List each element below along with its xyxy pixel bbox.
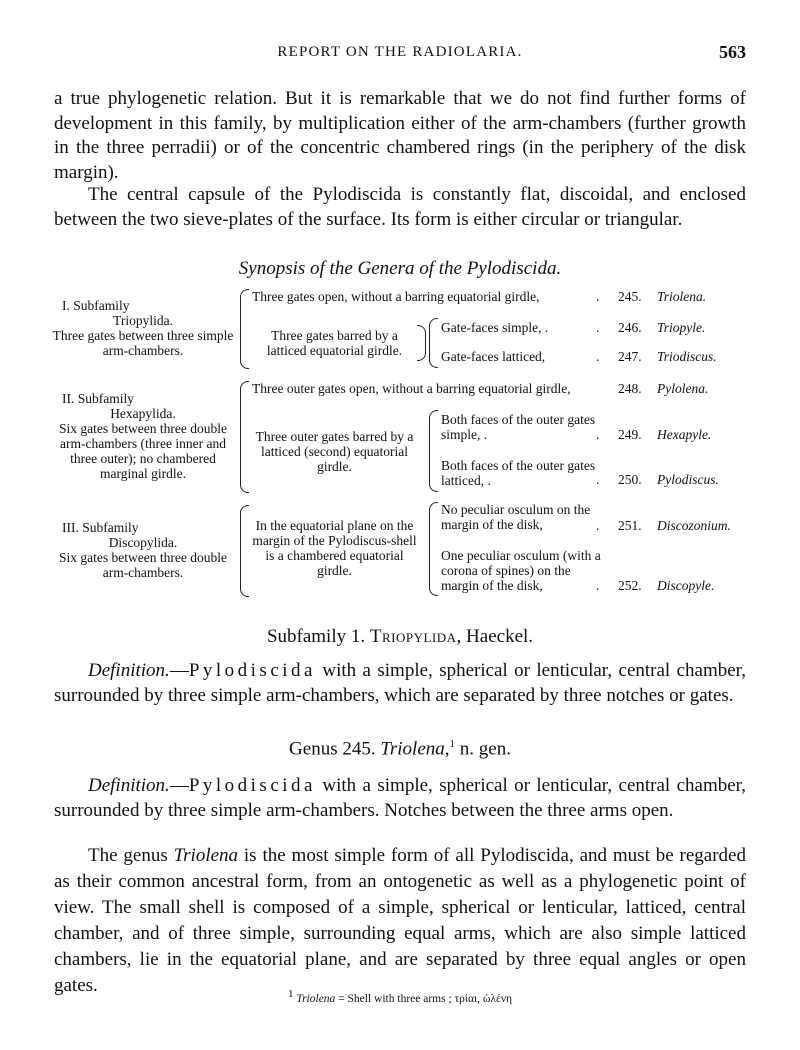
brace-subfamily-2: [240, 381, 249, 493]
subfamily-name: Triopylida: [369, 626, 457, 647]
genus-name: Triolena,: [380, 738, 450, 760]
s1-latticed: Gate-faces latticed,: [441, 349, 546, 364]
s2-latticed: Both faces of the outer gates latticed, .: [441, 458, 596, 488]
page-number: 563: [719, 42, 746, 62]
brace-subfamily-3: [240, 505, 249, 597]
definition-text: with a simple, spherical or lenticular, central chamber, surrounded by three simple arm-chambers. Notches between the three arms open.: [54, 775, 746, 821]
leader-dot: .: [596, 472, 600, 487]
definition-dash: —: [169, 660, 189, 681]
page-header: [0, 44, 800, 68]
definition-label: Definition.: [88, 660, 170, 681]
running-title: REPORT ON THE RADIOLARIA.: [277, 44, 523, 60]
leader-dot: .: [596, 578, 600, 593]
subfamily-3-name: Discopylida.: [108, 535, 178, 550]
genus-name: Pylodiscus.: [657, 472, 719, 487]
genus-name: Triolena.: [657, 289, 707, 304]
subfamily-2-heading: II. Subfamily: [62, 391, 134, 406]
subfamily-1-description: Three gates between three simple arm-chambers.: [52, 328, 234, 358]
s1-open-line: Three gates open, without a barring equatorial girdle,: [252, 289, 540, 304]
genus-name: Triodiscus.: [657, 349, 717, 364]
genus-name: Pylolena.: [657, 381, 709, 396]
genus-name: Discopyle.: [657, 578, 715, 593]
subfamily-2-description: Six gates between three double arm-chambers (three inner and three outer); no chambered marginal girdle.: [59, 421, 227, 481]
subfamily-3-description: Six gates between three double arm-chambers.: [59, 550, 227, 580]
leader-dot: .: [596, 320, 600, 335]
subfamily-1-heading: I. Subfamily: [62, 298, 130, 313]
genus-number: 249.: [618, 427, 642, 442]
footnote-genus: Triolena: [296, 992, 336, 1005]
genus-number: 246.: [618, 320, 642, 335]
subfamily-prefix: Subfamily 1.: [266, 626, 366, 647]
subfamily-author: , Haeckel.: [456, 626, 534, 647]
subfamily-1-name: Triopylida.: [113, 313, 173, 328]
definition-term: Pylodiscida: [188, 775, 316, 796]
s1-simple: Gate-faces simple, .: [441, 320, 549, 335]
genus-name: Discozonium.: [657, 518, 731, 533]
footnote-text: = Shell with three arms ; τρίαι, ὠλένη: [335, 992, 513, 1005]
definition-dash: —: [169, 775, 189, 796]
body-rest: is the most simple form of all Pylodiscida, and must be regarded as their common ancestral form, from an ontogenetic as well as a phylogenetic point of view. The small shell is composed of a simple, spherical or lenticular, latticed, central chamber, and of three simple, surrounding equal arms, which are also simple latticed chambers, lie in the equatorial plane, and are separated by three equal angles or open gates.: [54, 845, 746, 996]
body-genus-name: Triolena: [173, 845, 239, 866]
s3-no-osculum: No peculiar osculum on the margin of the disk,: [441, 502, 591, 532]
brace-s3: [429, 502, 438, 596]
s3-osculum: One peculiar osculum (with a corona of spines) on the margin of the disk,: [441, 548, 601, 593]
subfamily-3-label: [52, 520, 234, 580]
subfamily-1-definition: [54, 659, 746, 708]
genus-number: 247.: [618, 349, 642, 364]
genus-number: 245.: [618, 289, 642, 304]
genus-number: 251.: [618, 518, 642, 533]
footnote: [0, 988, 800, 1005]
subfamily-1-label: [52, 298, 234, 358]
genus-number: 250.: [618, 472, 642, 487]
synopsis-title: Synopsis of the Genera of the Pylodiscida.: [238, 258, 562, 279]
definition-term: Pylodiscida: [188, 660, 316, 681]
definition-label: Definition.: [88, 775, 170, 796]
genus-number: 248.: [618, 381, 642, 396]
leader-dot: .: [596, 427, 600, 442]
leader-dot: .: [596, 518, 600, 533]
subfamily-3-heading: III. Subfamily: [62, 520, 139, 535]
s2-simple: Both faces of the outer gates simple, .: [441, 412, 596, 442]
genus-245-definition: [54, 774, 746, 823]
s2-barred: Three outer gates barred by a latticed (second) equatorial girdle.: [255, 429, 414, 474]
subfamily-1-heading: [0, 626, 800, 648]
footnote-number: 1: [287, 988, 294, 1000]
body-start: The genus: [88, 845, 174, 866]
intro-paragraph-2: The central capsule of the Pylodiscida is constantly flat, discoidal, and enclosed between the two sieve-plates of the surface. Its form is either circular or triangular.: [54, 184, 746, 230]
genus-number: 252.: [618, 578, 642, 593]
leader-dot: .: [596, 289, 600, 304]
brace-s1-barred: [417, 325, 426, 361]
footnote-mark: 1: [449, 738, 456, 750]
leader-dot: .: [596, 349, 600, 364]
genus-name: Triopyle.: [657, 320, 706, 335]
brace-s1-gates: [429, 318, 438, 368]
definition-text: with a simple, spherical or lenticular, central chamber, surrounded by three simple arm-chambers, which are separated by three notches or gates.: [54, 660, 746, 706]
genus-245-heading: [0, 738, 800, 760]
intro-paragraph-1: a true phylogenetic relation. But it is remarkable that we do not find further forms of development in this family, by multiplication either of the arm-chambers (further growth in the three perradii) or of the concentric chambered rings (in the periphery of the disk margin).: [54, 88, 746, 183]
genus-name: Hexapyle.: [657, 427, 712, 442]
subfamily-2-label: [52, 391, 234, 481]
subfamily-2-name: Hexapylida.: [110, 406, 176, 421]
brace-s2-gates: [429, 410, 438, 492]
genus-suffix: n. gen.: [455, 738, 511, 760]
genus-245-body: [54, 843, 746, 999]
brace-subfamily-1: [240, 289, 249, 369]
genus-prefix: Genus 245.: [289, 738, 376, 760]
s3-plane: In the equatorial plane on the margin of the Pylodiscus-shell is a chambered equatorial girdle.: [252, 518, 417, 578]
s2-open-line: Three outer gates open, without a barring equatorial girdle,: [252, 381, 571, 396]
s1-barred: Three gates barred by a latticed equatorial girdle.: [266, 328, 403, 358]
